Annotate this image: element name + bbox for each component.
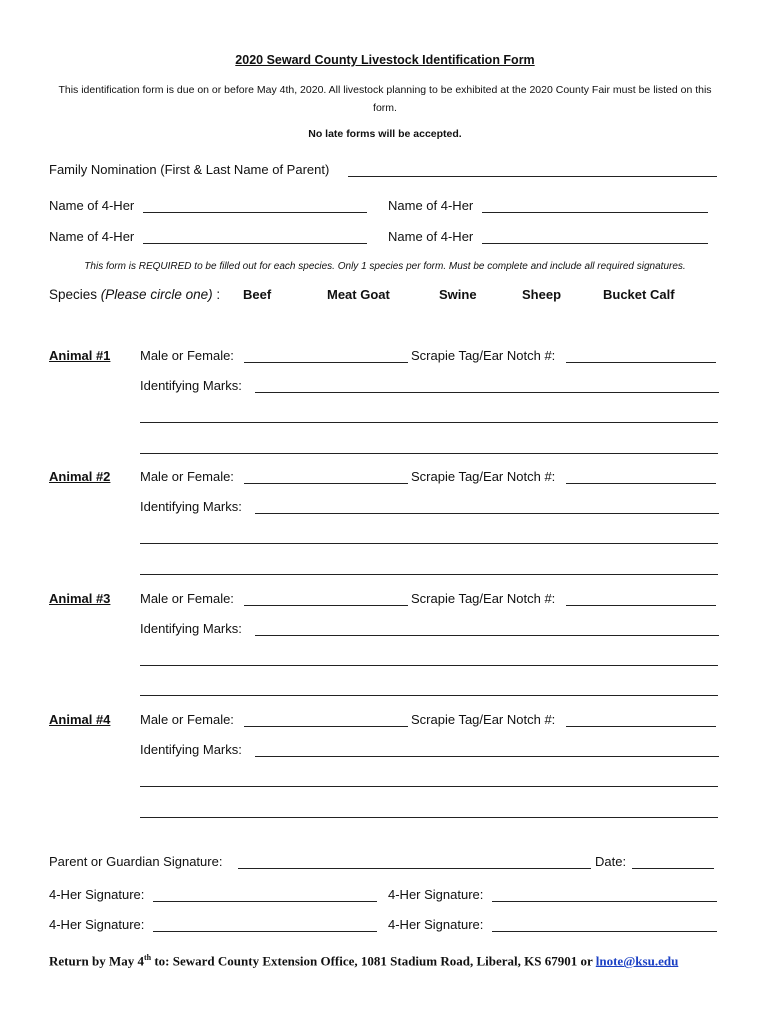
marks-label: Identifying Marks: [140, 499, 242, 514]
form-title: 2020 Seward County Livestock Identification Form [235, 53, 535, 67]
marks-label: Identifying Marks: [140, 621, 242, 636]
no-late-notice: No late forms will be accepted. [308, 128, 462, 140]
species-option-swine[interactable]: Swine [439, 287, 477, 302]
member-name-label: Name of 4-Her [388, 229, 474, 244]
member-signature-field-3[interactable] [153, 931, 377, 932]
animal-3-tag-field[interactable] [566, 605, 716, 606]
member-signature-label: 4-Her Signature: [49, 917, 145, 932]
species-label [49, 287, 220, 302]
sex-label: Male or Female: [140, 591, 234, 606]
member-signature-field-2[interactable] [492, 901, 717, 902]
tag-label: Scrapie Tag/Ear Notch #: [411, 348, 556, 363]
animal-3-marks-line-2[interactable] [140, 665, 718, 666]
member-name-field-1[interactable] [143, 212, 367, 213]
animal-4-label: Animal #4 [49, 712, 111, 727]
animal-2-label: Animal #2 [49, 469, 111, 484]
animal-2-tag-field[interactable] [566, 483, 716, 484]
footer-text: to: Seward County Extension Office, 1081 Stadium Road, Liberal, KS 67901 or [151, 953, 596, 969]
sex-label: Male or Female: [140, 712, 234, 727]
member-signature-field-1[interactable] [153, 901, 377, 902]
return-instructions [49, 953, 678, 969]
animal-2-sex-field[interactable] [244, 483, 408, 484]
animal-1-label: Animal #1 [49, 348, 111, 363]
animal-3-marks-line-3[interactable] [140, 695, 718, 696]
member-signature-field-4[interactable] [492, 931, 717, 932]
animal-4-marks-line-3[interactable] [140, 817, 718, 818]
species-label-text: Species [49, 287, 98, 302]
animal-1-tag-field[interactable] [566, 362, 716, 363]
species-option-meat-goat[interactable]: Meat Goat [327, 287, 390, 302]
intro-text: This identification form is due on or before May 4th, 2020. All livestock planning to be exhibited at the 2020 County Fair must be listed on this form. [58, 84, 712, 114]
animal-1-sex-field[interactable] [244, 362, 408, 363]
animal-3-sex-field[interactable] [244, 605, 408, 606]
animal-1-marks-field[interactable] [255, 392, 719, 393]
required-notice: This form is REQUIRED to be filled out for each species. Only 1 species per form. Must be complete and include all required signatures. [84, 261, 686, 272]
species-colon: : [216, 287, 221, 302]
sex-label: Male or Female: [140, 348, 234, 363]
member-name-field-3[interactable] [143, 243, 367, 244]
parent-signature-field[interactable] [238, 868, 591, 869]
member-name-label: Name of 4-Her [49, 198, 135, 213]
marks-label: Identifying Marks: [140, 378, 242, 393]
member-name-field-4[interactable] [482, 243, 708, 244]
tag-label: Scrapie Tag/Ear Notch #: [411, 712, 556, 727]
footer-prefix: Return by May 4 [49, 953, 144, 969]
member-name-field-2[interactable] [482, 212, 708, 213]
animal-3-marks-field[interactable] [255, 635, 719, 636]
member-signature-label: 4-Her Signature: [388, 887, 484, 902]
animal-4-tag-field[interactable] [566, 726, 716, 727]
family-nomination-field[interactable] [348, 176, 717, 177]
tag-label: Scrapie Tag/Ear Notch #: [411, 591, 556, 606]
animal-4-marks-field[interactable] [255, 756, 719, 757]
tag-label: Scrapie Tag/Ear Notch #: [411, 469, 556, 484]
member-name-label: Name of 4-Her [49, 229, 135, 244]
species-option-bucket-calf[interactable]: Bucket Calf [603, 287, 675, 302]
sex-label: Male or Female: [140, 469, 234, 484]
animal-2-marks-line-2[interactable] [140, 543, 718, 544]
species-option-beef[interactable]: Beef [243, 287, 272, 302]
species-option-sheep[interactable]: Sheep [522, 287, 562, 302]
footer-sup: th [143, 953, 152, 962]
species-hint: (Please circle one) [100, 287, 213, 302]
animal-2-marks-field[interactable] [255, 513, 719, 514]
member-signature-label: 4-Her Signature: [388, 917, 484, 932]
animal-1-marks-line-2[interactable] [140, 422, 718, 423]
date-label: Date: [595, 854, 627, 869]
date-field[interactable] [632, 868, 714, 869]
email-link[interactable]: lnote@ksu.edu [595, 953, 679, 969]
marks-label: Identifying Marks: [140, 742, 242, 757]
animal-1-marks-line-3[interactable] [140, 453, 718, 454]
parent-signature-label: Parent or Guardian Signature: [49, 854, 223, 869]
animal-2-marks-line-3[interactable] [140, 574, 718, 575]
family-nomination-label: Family Nomination (First & Last Name of Parent) [49, 162, 330, 177]
member-name-label: Name of 4-Her [388, 198, 474, 213]
animal-3-label: Animal #3 [49, 591, 111, 606]
member-signature-label: 4-Her Signature: [49, 887, 145, 902]
animal-4-sex-field[interactable] [244, 726, 408, 727]
animal-4-marks-line-2[interactable] [140, 786, 718, 787]
